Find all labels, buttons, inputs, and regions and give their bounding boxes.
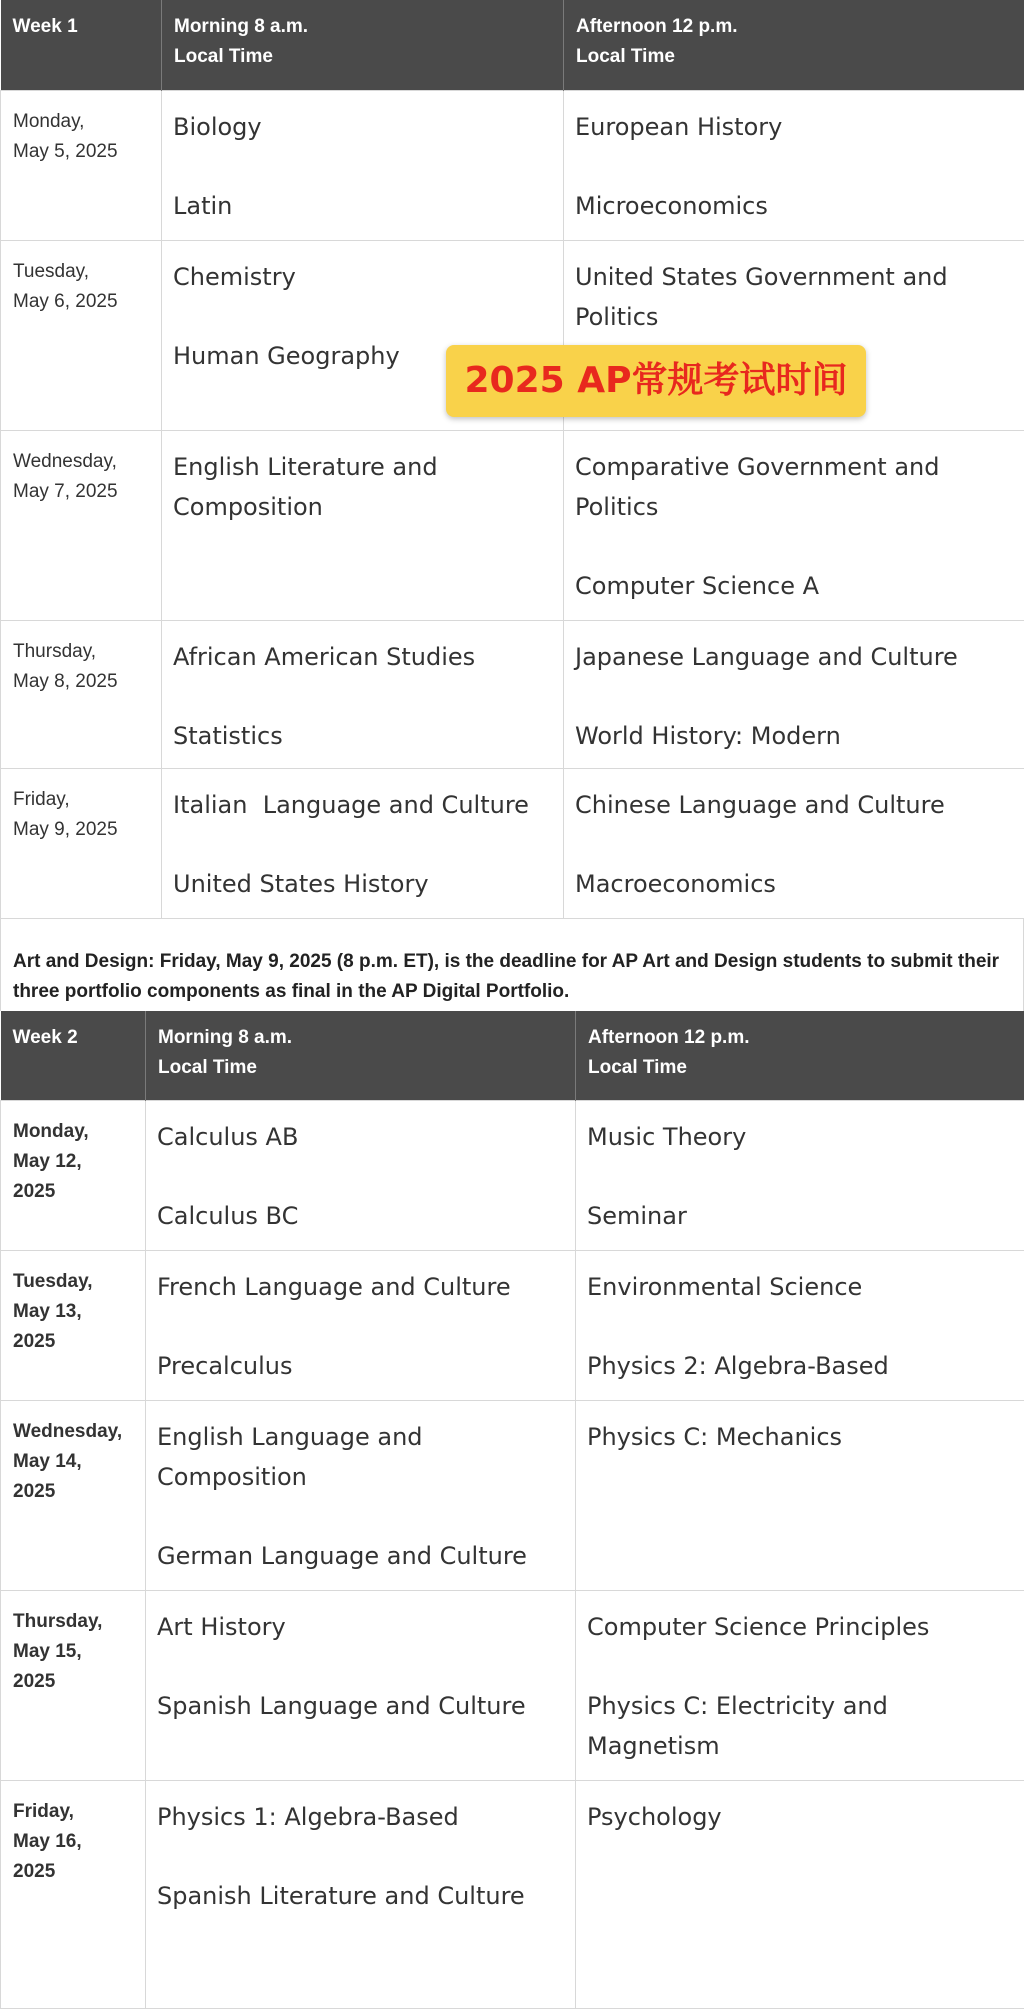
morning-cell <box>162 620 564 768</box>
week2-table <box>0 1011 1024 2010</box>
exam-subject: Chinese Language and Culture <box>575 790 945 819</box>
table-row <box>1 1591 1024 1781</box>
exam-subject: Comparative Government and <box>575 452 940 481</box>
exam-subject: Precalculus <box>157 1352 293 1380</box>
table-row <box>1 1401 1024 1591</box>
exam-subject: Chemistry <box>173 262 296 291</box>
day-date: May 15, <box>13 1641 82 1662</box>
day-year: 2025 <box>13 1331 56 1352</box>
exam-subject: Calculus AB <box>157 1123 299 1151</box>
art-design-note <box>0 919 1024 1011</box>
afternoon-subtitle: Local Time <box>588 1056 687 1078</box>
day-cell <box>1 1401 146 1591</box>
title-banner: 2025 AP常规考试时间 <box>446 345 866 417</box>
morning-subtitle: Local Time <box>158 1056 257 1078</box>
exam-subject-cont: Composition <box>157 1463 307 1491</box>
exam-subject: Italian Language and Culture <box>173 790 529 819</box>
day-name: Thursday, <box>13 1611 103 1632</box>
week1-table <box>0 0 1024 919</box>
day-cell <box>1 240 162 430</box>
day-date: May 8, 2025 <box>13 670 118 692</box>
day-name: Monday, <box>13 1121 89 1142</box>
table-row <box>1 1781 1024 2009</box>
afternoon-cell <box>564 90 1024 240</box>
exam-subject: United States History <box>173 869 429 898</box>
day-cell <box>1 620 162 768</box>
exam-subject: Environmental Science <box>587 1273 863 1301</box>
day-name: Tuesday, <box>13 1271 93 1292</box>
day-name: Friday, <box>13 1801 74 1822</box>
morning-title: Morning 8 a.m. <box>158 1026 293 1048</box>
exam-subject-cont: Magnetism <box>587 1732 720 1760</box>
exam-subject: Latin <box>173 191 233 220</box>
morning-cell <box>162 768 564 918</box>
day-year: 2025 <box>13 1671 56 1692</box>
exam-subject: Computer Science A <box>575 571 820 600</box>
table-row <box>1 620 1024 768</box>
week2-header-row <box>1 1011 1024 1101</box>
afternoon-cell <box>576 1101 1024 1251</box>
exam-subject: English Language and <box>157 1423 423 1451</box>
table-row <box>1 768 1024 918</box>
week-label: Week 2 <box>1 1011 146 1101</box>
exam-subject: Physics C: Electricity and <box>587 1692 888 1720</box>
week1-header-row <box>1 0 1024 90</box>
table-row <box>1 1251 1024 1401</box>
exam-subject: European History <box>575 112 783 141</box>
day-cell <box>1 430 162 620</box>
day-year: 2025 <box>13 1861 56 1882</box>
exam-subject: Seminar <box>587 1202 687 1230</box>
exam-subject: Physics 1: Algebra-Based <box>157 1803 459 1831</box>
exam-subject: Psychology <box>587 1803 722 1831</box>
note-line: three portfolio components as final in the AP Digital Portfolio. <box>13 980 570 1002</box>
day-name: Friday, <box>13 788 70 810</box>
afternoon-cell <box>564 768 1024 918</box>
day-name: Wednesday, <box>13 450 117 472</box>
exam-subject: Physics 2: Algebra-Based <box>587 1352 889 1380</box>
day-year: 2025 <box>13 1181 56 1202</box>
exam-subject-cont: Politics <box>575 492 659 521</box>
morning-cell <box>146 1251 576 1401</box>
afternoon-cell <box>576 1781 1024 2009</box>
day-name: Wednesday, <box>13 1421 123 1442</box>
day-date: May 13, <box>13 1301 82 1322</box>
afternoon-header <box>576 1011 1024 1101</box>
morning-title: Morning 8 a.m. <box>174 16 309 37</box>
day-date: May 6, 2025 <box>13 290 118 312</box>
exam-subject: Microeconomics <box>575 191 768 220</box>
exam-subject: French Language and Culture <box>157 1273 511 1301</box>
morning-cell <box>146 1401 576 1591</box>
exam-subject: German Language and Culture <box>157 1542 527 1570</box>
day-cell <box>1 1251 146 1401</box>
exam-subject: Statistics <box>173 721 283 750</box>
afternoon-title: Afternoon 12 p.m. <box>576 16 738 37</box>
week-label: Week 1 <box>1 0 162 90</box>
afternoon-cell <box>576 1401 1024 1591</box>
day-date: May 5, 2025 <box>13 140 118 162</box>
exam-subject: Spanish Language and Culture <box>157 1692 526 1720</box>
day-date: May 7, 2025 <box>13 480 118 502</box>
day-date: May 12, <box>13 1151 82 1172</box>
exam-subject-cont: Politics <box>575 302 659 331</box>
afternoon-cell <box>564 430 1024 620</box>
morning-cell <box>162 90 564 240</box>
day-cell <box>1 90 162 240</box>
day-date: May 16, <box>13 1831 82 1852</box>
exam-subject: African American Studies <box>173 642 476 671</box>
morning-cell <box>162 430 564 620</box>
morning-cell <box>146 1591 576 1781</box>
day-cell <box>1 1591 146 1781</box>
table-row <box>1 90 1024 240</box>
note-line: Art and Design: Friday, May 9, 2025 (8 p.m. ET), is the deadline for AP Art and Design students to submit their <box>13 950 1000 972</box>
day-cell <box>1 1781 146 2009</box>
exam-subject: Music Theory <box>587 1123 747 1151</box>
day-name: Tuesday, <box>13 260 90 282</box>
exam-subject: Art History <box>157 1613 286 1641</box>
exam-subject: Macroeconomics <box>575 869 776 898</box>
afternoon-cell <box>576 1591 1024 1781</box>
exam-subject: Human Geography <box>173 341 400 370</box>
day-date: May 9, 2025 <box>13 818 118 840</box>
day-year: 2025 <box>13 1481 56 1502</box>
afternoon-title: Afternoon 12 p.m. <box>588 1026 750 1048</box>
morning-cell <box>146 1101 576 1251</box>
exam-subject: World History: Modern <box>575 721 841 750</box>
morning-cell <box>146 1781 576 2009</box>
afternoon-subtitle: Local Time <box>576 46 675 67</box>
morning-header <box>146 1011 576 1101</box>
day-cell <box>1 768 162 918</box>
exam-subject: Physics C: Mechanics <box>587 1423 843 1451</box>
exam-subject: Spanish Literature and Culture <box>157 1882 525 1910</box>
day-date: May 14, <box>13 1451 82 1472</box>
afternoon-header <box>564 0 1024 90</box>
day-cell <box>1 1101 146 1251</box>
exam-subject: Calculus BC <box>157 1202 299 1230</box>
day-name: Monday, <box>13 110 85 132</box>
exam-subject: United States Government and <box>575 262 948 291</box>
table-row <box>1 430 1024 620</box>
table-row <box>1 1101 1024 1251</box>
afternoon-cell <box>576 1251 1024 1401</box>
day-name: Thursday, <box>13 640 97 662</box>
exam-subject: Biology <box>173 112 262 141</box>
afternoon-cell <box>564 620 1024 768</box>
exam-subject-cont: Composition <box>173 492 323 521</box>
exam-subject: Japanese Language and Culture <box>575 642 958 671</box>
morning-header <box>162 0 564 90</box>
exam-subject: Computer Science Principles <box>587 1613 930 1641</box>
morning-subtitle: Local Time <box>174 46 273 67</box>
exam-subject: English Literature and <box>173 452 438 481</box>
